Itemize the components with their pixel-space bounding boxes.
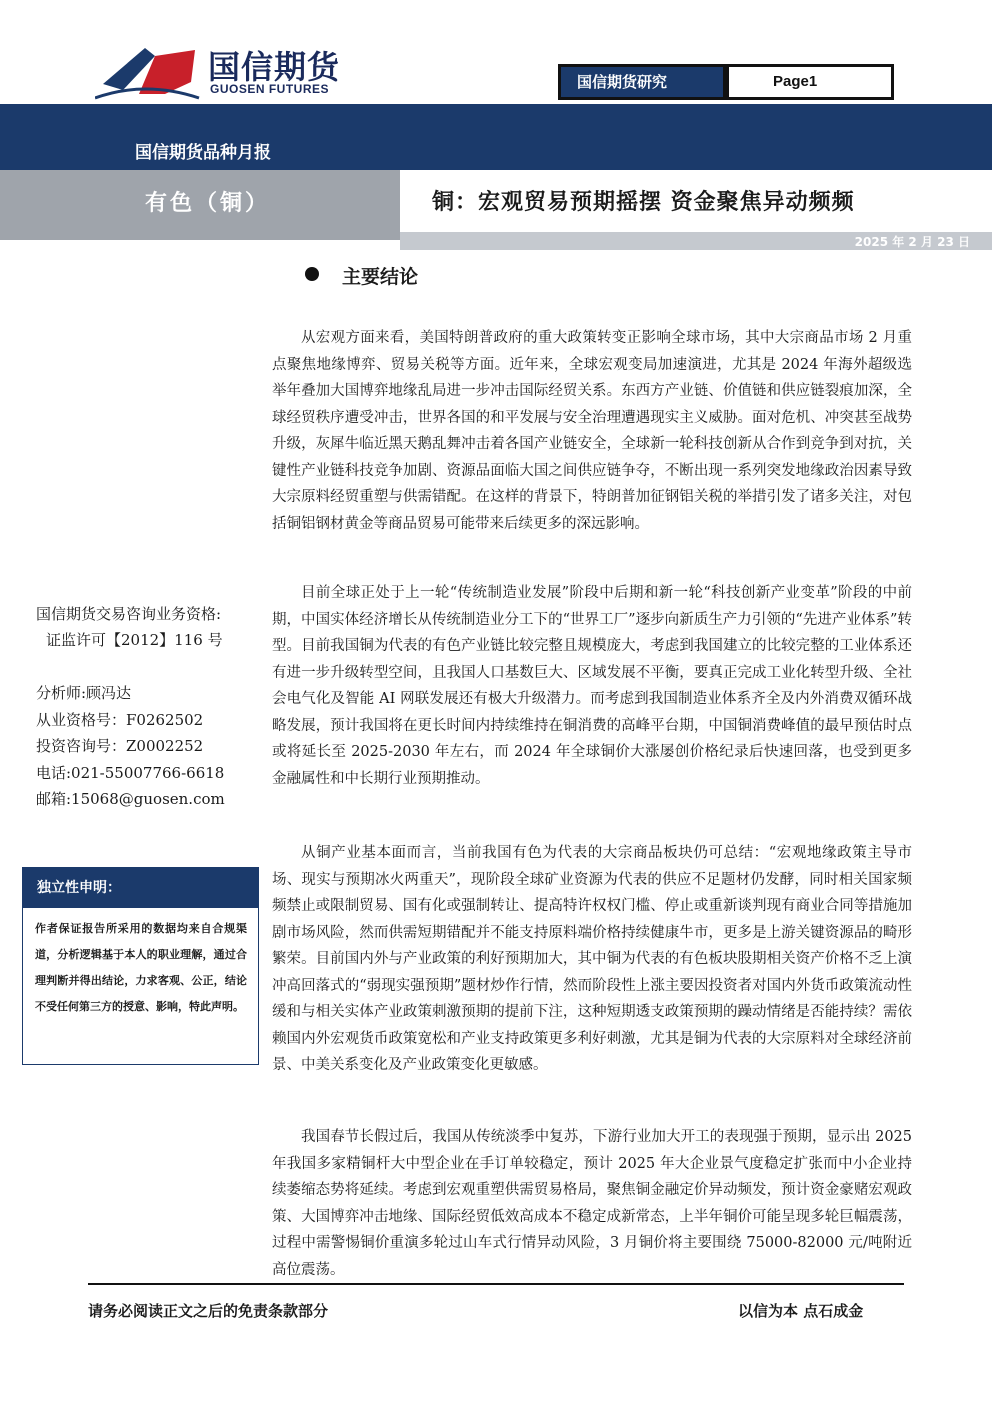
disclaimer-notice: 请务必阅读正文之后的免责条款部分 <box>88 1302 329 1320</box>
analyst-email: 邮箱:15068@guosen.com <box>36 790 225 808</box>
body-paragraph: 目前全球正处于上一轮“传统制造业发展”阶段中后期和新一轮“科技创新产业变革”阶段的中前期，中国实体经济增长从传统制造业分工下的“世界工厂”逐步向新质生产力引领的“先进产业体系”转型。目前我国铜为代表的有色产业链比较完整且规模庞大，考虑到我国建立的比较完整的工业体系还有进一步升级转型空间，且我国人口基数巨大、区域发展不平衡，要真正完成工业化转型升级、全社会电气化及智能 AI 网联发展还有极大升级潜力。而考虑到我国制造业体系齐全及内外消费双循环战略发展，预计我国将在更长时间内持续维持在铜消费的高峰平台期，中国铜消费峰值的最早预估时点或将延长至 2025-2030 年左右，而 2024 年全球铜价大涨屡创价格纪录后快速回落，也受到更多金融属性和中长期行业预期推动。 <box>272 585 912 787</box>
body-paragraph: 从铜产业基本面而言，当前我国有色为代表的大宗商品板块仍可总结：“宏观地缘政策主导市场、现实与预期冰火两重天”，现阶段全球矿业资源为代表的供应不足题材仍发酵，同时相关国家频频禁止或限制贸易、国有化或强制转让、提高特许权权门槛、停止或重新谈判现有商业合同等措施加剧市场风险，然而供需短期错配并不能支持原料端价格持续健康牛市，更多是上游关键资源品的畸形繁荣。目前国内外与产业政策的利好预期加大，其中铜为代表的有色板块股期相关资产价格不乏上演冲高回落式的“弱现实强预期”题材炒作行情，然而阶段性上涨主要因投资者对国内外货币政策流动性缓和与相关实体产业政策刺激预期的提前下注，这种短期透支政策预期的躁动情绪是否能持续？需依赖国内外宏观货币政策宽松和产业支持政策更多利好刺激，尤其是铜为代表的大宗原料对全球经济前景、中美关系变化及产业政策变化更敏感。 <box>272 845 912 1073</box>
analyst-phone: 电话:021-55007766-6618 <box>36 763 225 782</box>
research-label: 国信期货研究 <box>558 64 726 100</box>
page-number: Page1 <box>726 64 894 100</box>
consulting-license-number: 投资咨询号：Z0002252 <box>36 737 204 755</box>
body-paragraph: 从宏观方面来看，美国特朗普政府的重大政策转变正影响全球市场，其中大宗商品市场 2 月重点聚焦地缘博弈、贸易关税等方面。近年来，全球宏观变局加速演进，尤其是 2024 年海外超级选举年叠加大国博弈地缘乱局进一步冲击国际经贸关系。东西方产业链、价值链和供应链裂痕加深，全球经贸秩序遭受冲击，世界各国的和平发展与安全治理遭遇现实主义威胁。面对危机、冲突甚至战势升级，灰犀牛临近黑天鹅乱舞冲击着各国产业链安全，全球新一轮科技创新从合作到竞争到对抗，关键性产业链科技竞争加剧、资源品面临大国之间供应链争夺，不断出现一系列突发地缘政治因素导致大宗原料经贸重塑与供需错配。在这样的背景下，特朗普加征钢铝关税的举措引发了诸多关注，对包括铜铝钢材黄金等商品贸易可能带来后续更多的深远影响。 <box>272 330 912 532</box>
bullet-icon <box>305 267 319 281</box>
declaration-text: 作者保证报告所采用的数据均来自合规渠道，分析逻辑基于本人的职业理解，通过合理判断并得出结论，力求客观、公正，结论不受任何第三方的授意、影响，特此声明。 <box>35 922 247 1013</box>
company-slogan: 以信为本 点石成金 <box>738 1302 864 1320</box>
qualification-line: 国信期货交易咨询业务资格: <box>36 605 222 623</box>
license-line: 证监许可【2012】116 号 <box>46 631 223 649</box>
report-headline: 铜：宏观贸易预期摇摆 资金聚焦异动频频 <box>432 190 855 215</box>
commodity-category: 有色（铜） <box>145 191 271 216</box>
analyst-info <box>36 680 225 813</box>
qualification-block <box>36 601 268 653</box>
declaration-title: 独立性申明： <box>23 868 258 908</box>
practice-license-number: 从业资格号：F0262502 <box>36 710 204 729</box>
section-title: 主要结论 <box>342 266 419 288</box>
independence-declaration <box>22 867 259 1065</box>
guosen-logo-icon <box>95 42 200 100</box>
footer-divider <box>88 1283 904 1285</box>
report-date: 2025 年 2 月 23 日 <box>854 235 970 249</box>
body-paragraph: 我国春节长假过后，我国从传统淡季中复苏，下游行业加大开工的表现强于预期，显示出 2025 年我国多家精铜杆大中型企业在手订单较稳定，预计 2025 年大企业景气度稳定扩张而中小企业持续萎缩态势将延续。考虑到宏观重塑供需贸易格局，聚焦铜金融定价异动频发，预计资金豪赌宏观政策、大国博弈冲击地缘、国际经贸低效高成本不稳定成新常态，上半年铜价可能呈现多轮巨幅震荡，过程中需警惕铜价重演多轮过山车式行情异动风险，3 月铜价将主要围绕 75000-82000 元/吨附近高位震荡。 <box>272 1129 912 1278</box>
logo-english-name: GUOSEN FUTURES <box>210 82 330 96</box>
analyst-name: 分析师:顾冯达 <box>36 684 132 702</box>
report-type: 国信期货品种月报 <box>135 143 271 163</box>
logo-chinese-name: 国信期货 <box>208 48 341 86</box>
